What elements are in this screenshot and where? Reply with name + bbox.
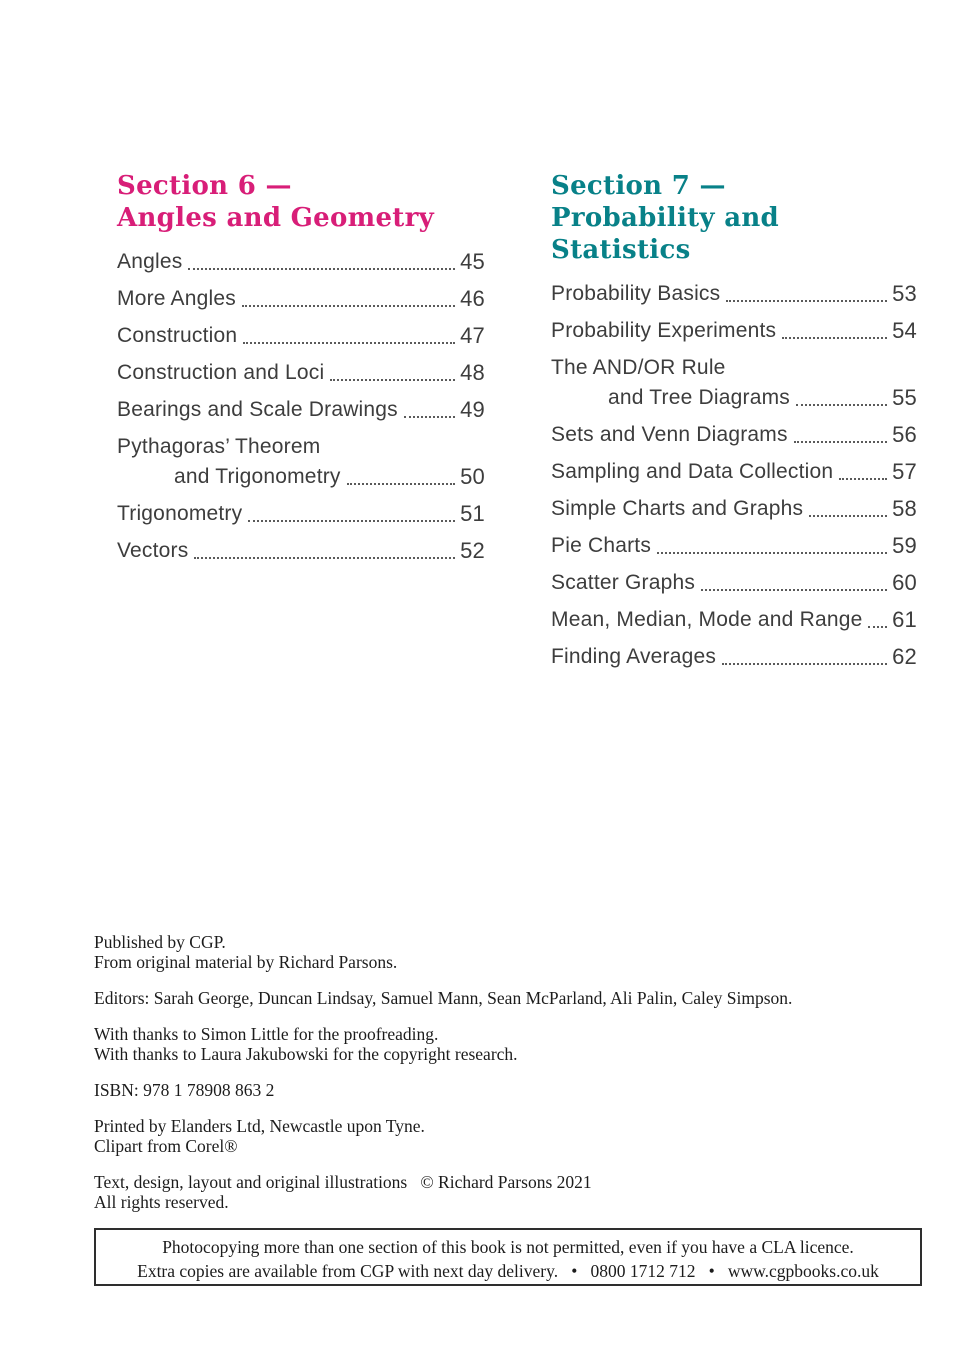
section-6-column: [117, 170, 485, 576]
toc-entry-page-number: 45: [460, 249, 485, 274]
section-6-entries: [117, 250, 485, 563]
toc-entry-page-number: 47: [460, 323, 485, 348]
colophon-line: With thanks to Simon Little for the proofreading.: [94, 1024, 439, 1044]
toc-entry-label: Sampling and Data Collection: [551, 460, 834, 483]
toc-entry-label: Trigonometry: [117, 502, 243, 525]
toc-entry-page-number: 59: [892, 533, 917, 558]
toc-entry-page-number: 54: [892, 318, 917, 343]
photocopy-notice-line2: Extra copies are available from CGP with next day delivery. • 0800 1712 712 • www.cgpbooks.co.uk: [137, 1261, 879, 1281]
section-6-heading: [117, 170, 485, 234]
dotted-leader: [243, 342, 455, 344]
colophon-line: Editors: Sarah George, Duncan Lindsay, Samuel Mann, Sean McParland, Ali Palin, Caley Simpson.: [94, 988, 793, 1008]
toc-entry-row: [551, 534, 917, 558]
colophon-line: All rights reserved.: [94, 1192, 229, 1212]
toc-entry-row: [551, 386, 917, 410]
dotted-leader: [794, 441, 887, 443]
toc-entry-label: and Tree Diagrams: [608, 386, 790, 409]
photocopy-notice-box: [94, 1228, 922, 1286]
toc-entry-row: [551, 423, 917, 447]
toc-entry-label: Scatter Graphs: [551, 571, 696, 594]
toc-entry-label: Probability Basics: [551, 282, 721, 305]
toc-entry-page-number: 50: [460, 464, 485, 489]
toc-entry-label: Construction: [117, 324, 238, 347]
toc-entry-label: Finding Averages: [551, 645, 717, 668]
toc-entry-row: [551, 460, 917, 484]
toc-entry-label: Mean, Median, Mode and Range: [551, 608, 863, 631]
toc-entry-label: Simple Charts and Graphs: [551, 497, 804, 520]
dotted-leader: [188, 268, 455, 270]
toc-entry-page-number: 46: [460, 286, 485, 311]
colophon-paragraph: [94, 988, 854, 1008]
toc-entry-row: [551, 356, 917, 380]
dotted-leader: [839, 478, 887, 480]
colophon-line: With thanks to Laura Jakubowski for the copyright research.: [94, 1044, 518, 1064]
toc-entry-page-number: 53: [892, 281, 917, 306]
colophon-line: Printed by Elanders Ltd, Newcastle upon Tyne.: [94, 1116, 425, 1136]
dotted-leader: [657, 552, 887, 554]
toc-entry-page-number: 60: [892, 570, 917, 595]
toc-entry-row: [117, 398, 485, 422]
dotted-leader: [347, 483, 456, 485]
dotted-leader: [242, 305, 455, 307]
toc-entry-row: [551, 282, 917, 306]
toc-entry-page-number: 51: [460, 501, 485, 526]
section-7-entries: [551, 282, 917, 669]
toc-entry-page-number: 48: [460, 360, 485, 385]
toc-entry-row: [117, 539, 485, 563]
toc-entry-row: [117, 287, 485, 311]
toc-entry-label: Pie Charts: [551, 534, 652, 557]
dotted-leader: [782, 337, 887, 339]
dotted-leader: [194, 557, 455, 559]
dotted-leader: [330, 379, 455, 381]
section-7-column: [551, 170, 917, 682]
toc-entry-row: [117, 465, 485, 489]
section-7-heading-line1: Section 7 —: [551, 171, 726, 201]
toc-entry-label: More Angles: [117, 287, 236, 310]
section-7-heading: [551, 170, 917, 266]
toc-entry-row: [551, 571, 917, 595]
toc-entry-page-number: 57: [892, 459, 917, 484]
photocopy-notice-line1: Photocopying more than one section of this book is not permitted, even if you have a CLA licence.: [162, 1237, 854, 1257]
toc-entry-label: Vectors: [117, 539, 189, 562]
colophon-paragraph: [94, 1080, 854, 1100]
dotted-leader: [248, 520, 455, 522]
dotted-leader: [796, 404, 887, 406]
toc-entry-label: Bearings and Scale Drawings: [117, 398, 398, 421]
toc-entry-page-number: 58: [892, 496, 917, 521]
dotted-leader: [726, 300, 887, 302]
toc-entry-label: Probability Experiments: [551, 319, 777, 342]
toc-entry-row: [551, 645, 917, 669]
section-7-heading-line2: Probability and Statistics: [551, 203, 780, 265]
toc-entry-label: The AND/OR Rule: [551, 356, 726, 379]
toc-entry-row: [117, 250, 485, 274]
toc-entry-label: and Trigonometry: [174, 465, 341, 488]
toc-entry-row: [551, 608, 917, 632]
toc-entry-row: [117, 502, 485, 526]
colophon-line: From original material by Richard Parsons.: [94, 952, 398, 972]
toc-entry-page-number: 62: [892, 644, 917, 669]
toc-entry-row: [117, 435, 485, 459]
dotted-leader: [404, 416, 455, 418]
toc-entry-row: [117, 361, 485, 385]
toc-entry-page-number: 49: [460, 397, 485, 422]
toc-entry-row: [551, 319, 917, 343]
colophon-line: ISBN: 978 1 78908 863 2: [94, 1080, 275, 1100]
toc-entry-page-number: 56: [892, 422, 917, 447]
toc-entry-label: Sets and Venn Diagrams: [551, 423, 788, 446]
toc-entry-page-number: 55: [892, 385, 917, 410]
dotted-leader: [809, 515, 887, 517]
colophon-paragraph: [94, 1172, 854, 1212]
colophon: [94, 932, 854, 1228]
colophon-paragraph: [94, 1116, 854, 1156]
colophon-line: Clipart from Corel®: [94, 1136, 238, 1156]
section-6-heading-line2: Angles and Geometry: [117, 203, 435, 233]
colophon-line: Text, design, layout and original illustrations © Richard Parsons 2021: [94, 1172, 592, 1192]
dotted-leader: [701, 589, 887, 591]
dotted-leader: [868, 626, 887, 628]
colophon-paragraph: [94, 1024, 854, 1064]
toc-entry-page-number: 52: [460, 538, 485, 563]
toc-entry-row: [551, 497, 917, 521]
dotted-leader: [722, 663, 887, 665]
toc-entry-row: [117, 324, 485, 348]
colophon-paragraph: [94, 932, 854, 972]
section-6-heading-line1: Section 6 —: [117, 171, 292, 201]
toc-entry-label: Pythagoras’ Theorem: [117, 435, 321, 458]
toc-entry-label: Angles: [117, 250, 183, 273]
colophon-line: Published by CGP.: [94, 932, 226, 952]
toc-entry-page-number: 61: [892, 607, 917, 632]
toc-entry-label: Construction and Loci: [117, 361, 325, 384]
